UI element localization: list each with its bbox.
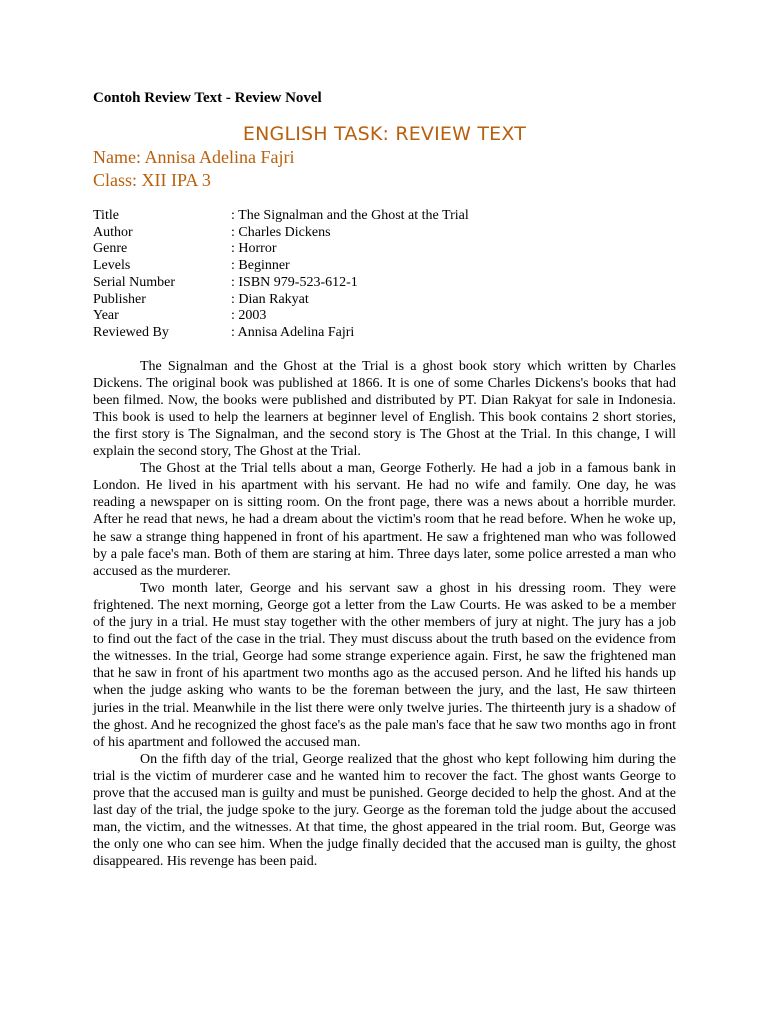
review-paragraph-plot-3: On the fifth day of the trial, George realized that the ghost who kept following him during the trial is the victim of murderer case and he wanted him to recover the fact. The ghost wants George to prove that the accused man is guilty and must be punished. George decided to help the ghost. And at the last day of the trial, the judge spoke to the jury. George as the foreman told the judge about the accused man, the victim, and the witnesses. At that time, the ghost appeared in the trial room. But, George was the only one who can see him. When the judge finally decided that the accused man is guilty, the ghost disappeared. His revenge has been paid. <box>93 751 676 870</box>
info-row-reviewed-by <box>93 325 469 342</box>
review-paragraph-plot-2: Two month later, George and his servant saw a ghost in his dressing room. They were frightened. The next morning, George got a letter from the Law Courts. He was asked to be a member of the jury in a trial. He must stay together with the other members of jury at night. The jury has a job to find out the fact of the case in the trial. They must discuss about the truth based on the evidence from the witnesses. In the trial, George had some strange experience again. First, he saw the frightened man that he saw in front of his apartment two months ago as the accused person. And he lifted his hands up when the judge asking who wants to be the foreman between the jury, and the last, He saw thirteen juries in the trial. Meanwhile in the list there were only twelve juries. The thirteenth jury is a shadow of the ghost. And he recognized the ghost face's as the pale man's face that he saw two months ago in front of his apartment and followed the accused man. <box>93 580 676 750</box>
info-value: : Charles Dickens <box>231 224 331 240</box>
review-paragraph-plot-1: The Ghost at the Trial tells about a man, George Fotherly. He had a job in a famous bank in London. He lived in his apartment with his servant. He had no wife and family. One day, he was reading a newspaper on is sitting room. On the front page, there was a news about a horrible murder. After he read that news, he had a dream about the victim's room that he read before. When he woke up, he saw a strange thing happened in front of his apartment. He saw a frightened man who was followed by a pale face's man. Both of them are staring at him. Three days later, some police arrested a man who accused as the murderer. <box>93 461 676 579</box>
info-value: : Horror <box>231 241 277 257</box>
info-row-author <box>93 225 469 242</box>
review-body <box>93 358 676 871</box>
info-label: Publisher <box>93 291 146 307</box>
info-label: Levels <box>93 258 131 274</box>
student-class: Class: XII IPA 3 <box>93 170 211 190</box>
task-title: ENGLISH TASK: REVIEW TEXT <box>242 123 527 145</box>
info-label: Author <box>93 224 133 240</box>
review-paragraph-orientation: The Signalman and the Ghost at the Trial is a ghost book story which written by Charles Dickens. The original book was published at 1866. It is one of some Charles Dickens's books that had been filmed. Now, the books were published and distributed by PT. Dian Rakyat for sale in Indonesia. This book is used to help the learners at beginner level of English. This book contains 2 short stories, the first story is The Signalman, and the second story is The Ghost at the Trial. In this change, I will explain the second story, The Ghost at the Trial. <box>93 358 676 460</box>
info-row-publisher <box>93 292 469 309</box>
info-value: : ISBN 979-523-612-1 <box>231 274 358 290</box>
info-label: Genre <box>93 241 128 257</box>
info-value: : Beginner <box>231 258 290 274</box>
info-value: : Annisa Adelina Fajri <box>231 324 355 340</box>
info-label: Reviewed By <box>93 324 169 340</box>
document-heading: Contoh Review Text - Review Novel <box>93 90 322 106</box>
info-value: : The Signalman and the Ghost at the Trial <box>231 208 469 223</box>
info-label: Year <box>93 308 119 324</box>
info-label: Serial Number <box>93 274 176 290</box>
student-name: Name: Annisa Adelina Fajri <box>93 147 295 167</box>
info-row-serial-number <box>93 275 469 292</box>
document-page <box>93 88 676 870</box>
info-value: : Dian Rakyat <box>231 291 309 307</box>
info-row-year <box>93 308 469 325</box>
book-info-table <box>93 208 469 342</box>
info-row-levels <box>93 258 469 275</box>
info-row-title <box>93 208 469 225</box>
info-value: : 2003 <box>231 308 267 324</box>
info-row-genre <box>93 241 469 258</box>
info-label: Title <box>93 208 119 223</box>
